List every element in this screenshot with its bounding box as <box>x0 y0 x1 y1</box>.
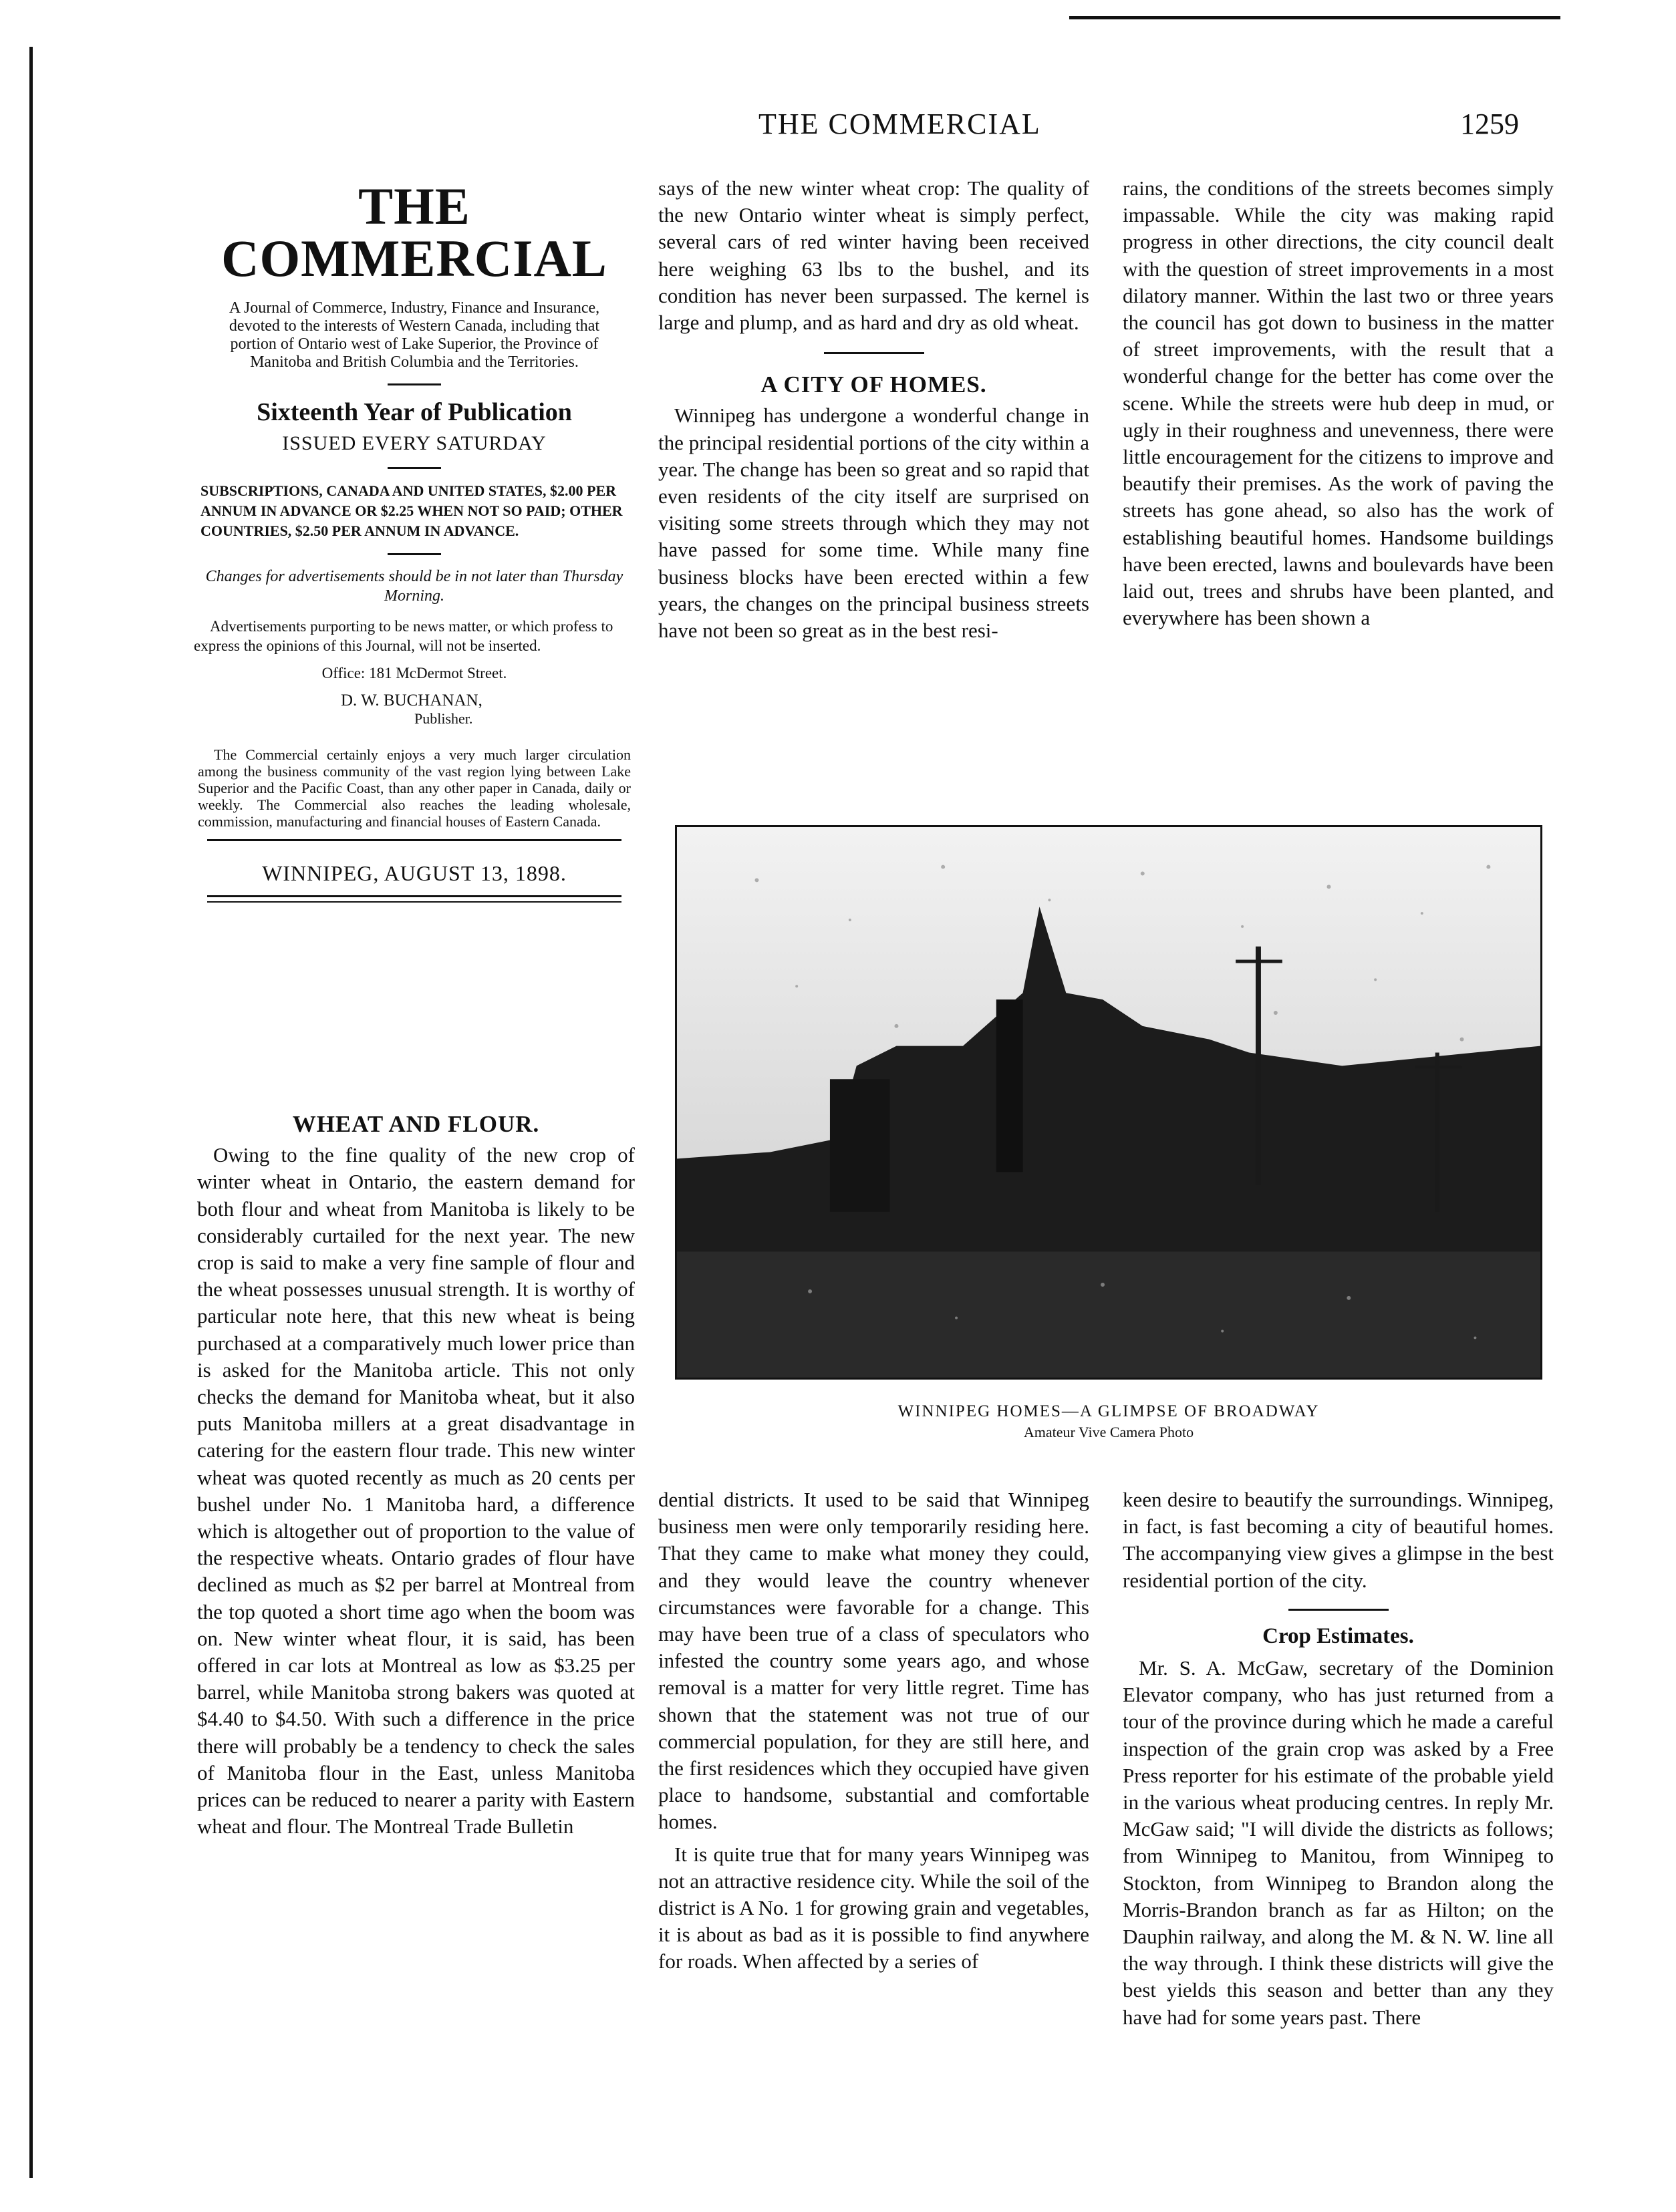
divider <box>388 553 441 555</box>
circulation-notice: The Commercial certainly enjoys a very much larger circulation among the business community of the vast region lying between Lake Superior and the Pacific Coast, than any other paper in Canada, daily or weekly. The Commercial also reaches the leading wholesale, commission, manufacturing and financial houses of Eastern Canada. <box>198 746 631 830</box>
subscription-rates: SUBSCRIPTIONS, CANADA AND UNITED STATES, $2.00 PER ANNUM IN ADVANCE OR $2.25 WHEN NOT SO PAID; OTHER COUNTRIES, $2.50 PER ANNUM IN ADVANCE. <box>200 482 623 539</box>
city-homes-body-continued: rains, the conditions of the streets becomes simply impassable. While the city was making rapid progress in other directions, the city council dealt with the question of street improvements in a most dilatory manner. Within the last two or three years the council has got down to business in the matter of street improvements, with the result that a wonderful change for the better has come over the scene. While the streets were hub deep in mud, or ugly in their roughness and unevenness, there were little encouragement for the citizens to improve and beautify their premises. As the work of paving the streets has gone ahead, so also has the work of establishing beautiful homes. Handsome buildings have been erected, lawns and boulevards have been laid out, trees and shrubs have been planted, and everywhere has been shown a <box>1123 176 1554 630</box>
city-homes-body: Winnipeg has undergone a wonderful change in the principal residential portions of the city within a year. The change has been so great and so rapid that even residents of the city itself are surprised on visiting some streets through which they may not have passed for some time. While many fine business blocks have been erected within a few years, the changes on the principal business streets have not been so great as in the best resi- <box>658 404 1089 643</box>
crop-estimates-body: Mr. S. A. McGaw, secretary of the Dominion Elevator company, who has just returned from a tour of the province during which he made a careful inspection of the grain crop was asked by a Free Press reporter for his estimate of the probable yield in the various wheat producing centres. In reply Mr. McGaw said; "I will divide the districts as follows; from Winnipeg to Manitou, from Winnipeg to Stockton, from Winnipeg to Brandon along the Morris-Brandon branch as far as Hilton; on the Dauphin railway, and along the M. & N. W. line all the way through. I think these districts will give the best yields this season and better than any they have had for some years past. There <box>1123 1656 1554 2029</box>
advertisement-policy: Advertisements purporting to be news matter, or which profess to express the opinions of this Journal, will not be inserted. <box>194 618 613 654</box>
photo-block <box>675 825 1542 1441</box>
running-head: THE COMMERCIAL <box>758 108 1041 140</box>
column-two-lower <box>658 1486 1089 1976</box>
divider <box>388 383 441 385</box>
publisher-name: D. W. BUCHANAN, <box>341 691 482 709</box>
issue-frequency: ISSUED EVERY SATURDAY <box>282 432 547 454</box>
divider <box>1288 1609 1389 1611</box>
divider <box>388 467 441 469</box>
divider <box>207 901 621 903</box>
top-rule <box>1069 16 1560 19</box>
publication-year: Sixteenth Year of Publication <box>257 398 572 426</box>
article-headline: WHEAT AND FLOUR. <box>292 1111 540 1137</box>
left-margin-rule <box>29 47 33 2178</box>
wheat-flour-article <box>197 1106 635 1840</box>
article-body: Owing to the fine quality of the new crop of winter wheat in Ontario, the eastern demand for both flour and wheat from Manitoba is likely to be considerably curtailed for the next year. The new crop is said to make a very fine sample of flour and the wheat possesses unusual strength. It is worthy of particular note here, that this new wheat is being purchased at a comparatively much lower price than is asked for the Manitoba article. This not only checks the demand for Manitoba wheat, but it also puts Manitoba millers at a great disadvantage in catering for the eastern flour trade. This new winter wheat was quoted recently as much as 20 cents per bushel under No. 1 Manitoba hard, a difference which is altogether out of proportion to the value of the respective wheats. Ontario grades of flour have declined as much as $2 per barrel at Montreal from the top quoted a short time ago when the boom was on. New winter wheat flour, it is said, has been offered in car lots at Montreal as low as $3.25 per barrel, while Manitoba strong bakers was quoted at $4.40 to $4.50. With such a difference in the price there will probably be a tendency to check the sales of Manitoba flour in the East, unless Manitoba prices can be reduced to nearer a parity with Eastern wheat and flour. The Montreal Trade Bulletin <box>197 1143 635 1839</box>
photo-caption: WINNIPEG HOMES—A GLIMPSE OF BROADWAY <box>897 1402 1320 1420</box>
column-three-upper <box>1123 175 1554 631</box>
page-number: 1259 <box>1460 108 1519 140</box>
publisher-role: Publisher. <box>414 710 473 727</box>
dateline: WINNIPEG, AUGUST 13, 1898. <box>262 861 567 885</box>
column-three-lower <box>1123 1486 1554 2031</box>
photo-credit: Amateur Vive Camera Photo <box>1023 1424 1194 1440</box>
column-two-upper <box>658 175 1089 644</box>
broadway-photo <box>675 825 1542 1380</box>
masthead <box>194 177 635 903</box>
wheat-flour-continuation: says of the new winter wheat crop: The quality of the new Ontario winter wheat is simply perfect, several cars of red winter having been received here weighing 63 lbs to the bushel, and its condition has never been surpassed. The kernel is large and plump, and as hard and dry as old wheat. <box>658 176 1089 335</box>
divider <box>207 839 621 841</box>
masthead-title: THE COMMERCIAL <box>221 177 607 287</box>
office-address: Office: 181 McDermot Street. <box>321 665 507 681</box>
advertisement-deadline: Changes for advertisements should be in not later than Thursday Morning. <box>205 568 623 605</box>
divider <box>824 352 924 354</box>
city-homes-body-lower-2: It is quite true that for many years Winnipeg was not an attractive residence city. While the soil of the district is A No. 1 for growing grain and vegetables, it is about as bad as it is possible to find anywhere for roads. When affected by a series of <box>658 1842 1089 1973</box>
city-homes-headline: A CITY OF HOMES. <box>760 371 987 398</box>
divider <box>207 895 621 897</box>
city-homes-conclusion: keen desire to beautify the surroundings. Winnipeg, in fact, is fast becoming a city of beautiful homes. The accompanying view gives a glimpse in the best residential portion of the city. <box>1123 1488 1554 1592</box>
city-homes-body-lower: dential districts. It used to be said that Winnipeg business men were only temporarily residing here. That they came to make what money they could, and they would leave the country whenever circumstances were favorable for a change. This may have been true of a class of speculators who infested the country some years ago, and whose removal is a matter for very little regret. Time has shown that the statement was not true of our commercial population, for they are still here, and the first residences which they occupied have given place to handsome, substantial and comfortable homes. <box>658 1488 1089 1834</box>
masthead-description: A Journal of Commerce, Industry, Finance and Insurance, devoted to the interests of Western Canada, including that portion of Ontario west of Lake Superior, the Province of Manitoba and British Columbia and the Territories. <box>229 299 600 371</box>
crop-estimates-headline: Crop Estimates. <box>1262 1623 1414 1648</box>
